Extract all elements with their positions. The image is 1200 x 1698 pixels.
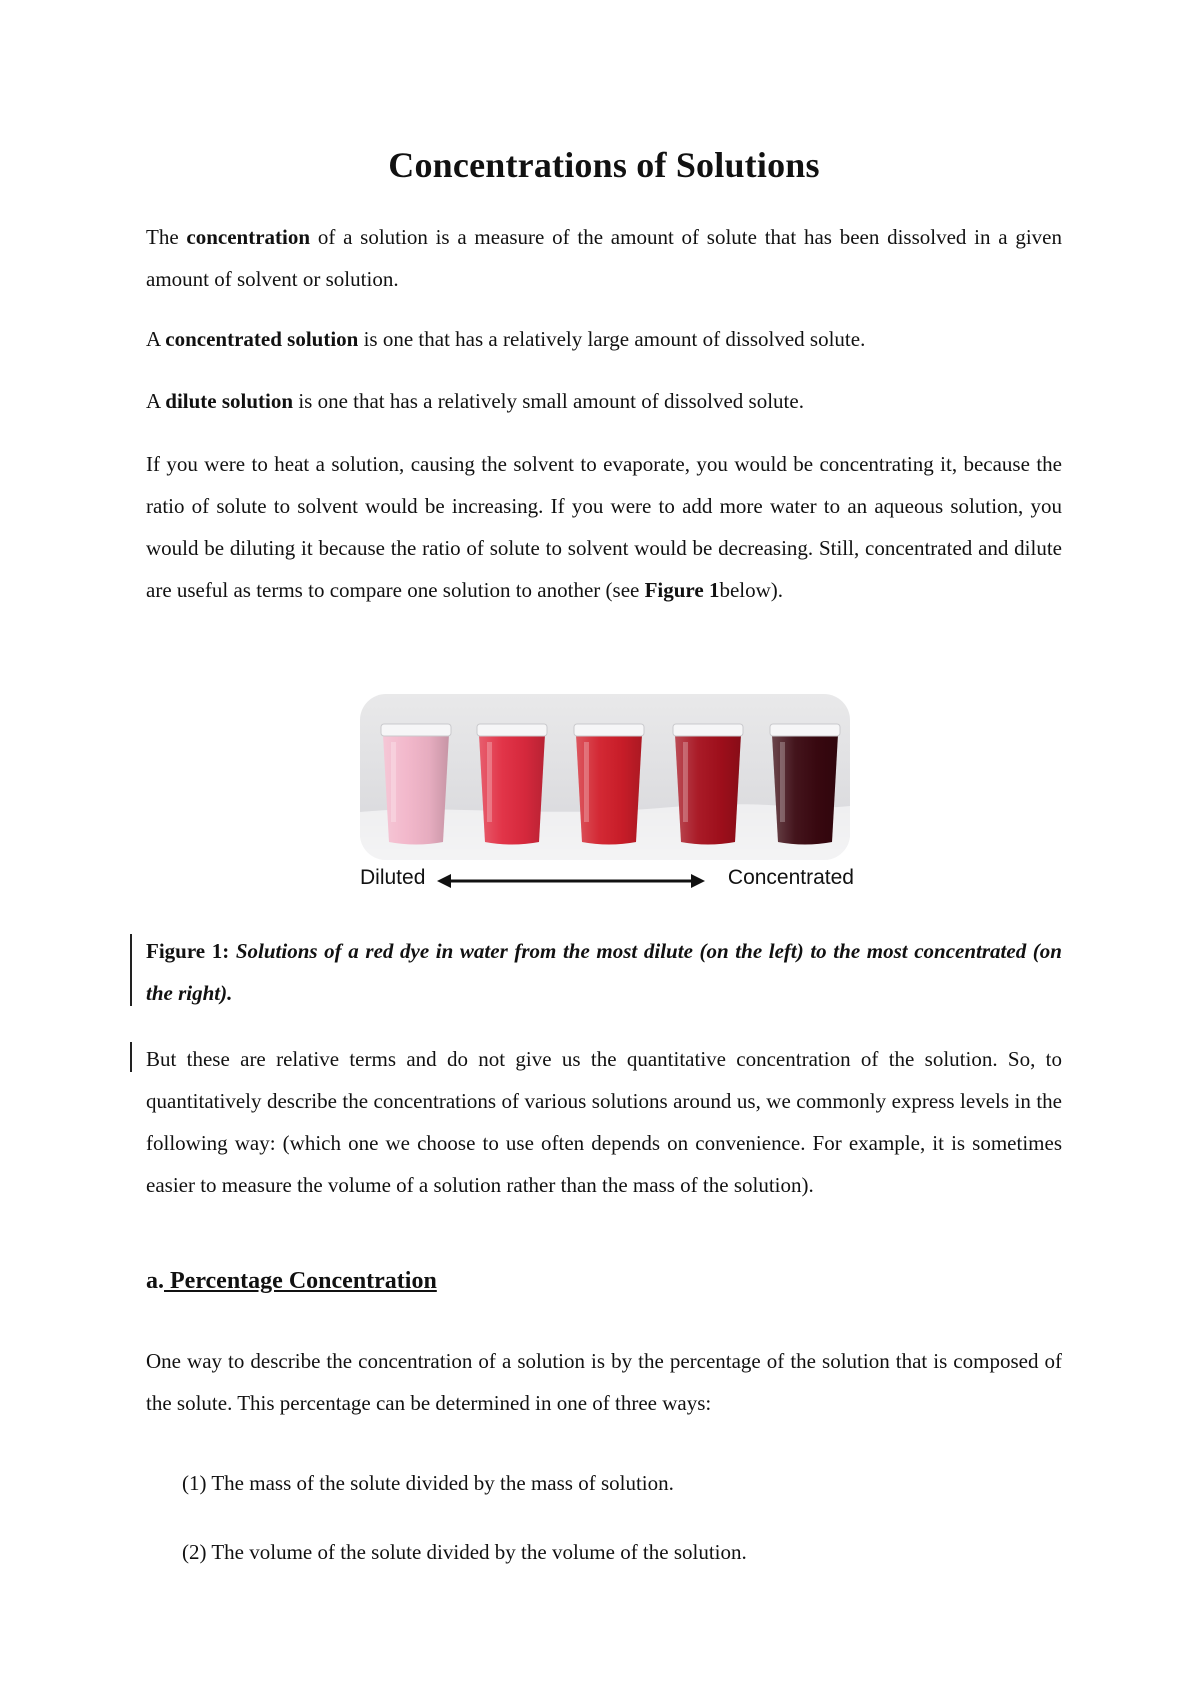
revision-bar [130, 1042, 132, 1072]
paragraph-text: A [146, 389, 166, 413]
section-title: Percentage Concentration [164, 1268, 437, 1294]
caption-text: Solutions of a red dye in water from the most dilute (on the left) to the most concentrated (on the right). [146, 939, 1062, 1005]
paragraph-text: A [146, 327, 166, 351]
figure-caption [146, 930, 1062, 1014]
term-concentrated-solution: concentrated solution [165, 327, 359, 351]
section-marker: a. [146, 1268, 164, 1294]
paragraph-text: is one that has a relatively large amount of dissolved solute. [358, 327, 866, 351]
list-item: (2) The volume of the solute divided by the volume of the solution. [182, 1540, 747, 1564]
scale-label-diluted: Diluted [360, 866, 426, 889]
term-concentration: concentration [186, 225, 311, 249]
paragraph-text: But these are relative terms and do not give us the quantitative concentration of the solution. So, to quantitatively describe the concentrations of various solutions around us, we commonly express levels in the following way: (which one we choose to use often depends on convenience. For example, it is sometimes easier to measure the volume of a solution rather than the mass of the solution). [146, 1047, 1062, 1197]
paragraph-dilute-solution [146, 380, 1062, 422]
section-heading-percentage [146, 1268, 437, 1295]
dye-glass [574, 724, 644, 845]
revision-bar [130, 934, 132, 1006]
page-title: Concentrations of Solutions [388, 145, 820, 185]
dye-glass [770, 724, 840, 845]
dye-glass [381, 724, 451, 845]
dye-glass [477, 724, 547, 845]
dilution-scale [360, 866, 854, 896]
dye-glass [673, 724, 743, 845]
paragraph-text: The [146, 225, 187, 249]
paragraph-heating-diluting [146, 443, 1062, 611]
figure-reference: Figure 1 [644, 578, 720, 602]
paragraph-text: below). [719, 578, 784, 602]
scale-label-concentrated: Concentrated [727, 866, 854, 889]
paragraph-percentage-intro [146, 1340, 1062, 1424]
double-arrow-icon [437, 871, 705, 891]
figure-1 [360, 694, 854, 900]
caption-label: Figure 1: [146, 939, 230, 963]
paragraph-text: is one that has a relatively small amount of dissolved solute. [293, 389, 804, 413]
list-item: (1) The mass of the solute divided by the mass of solution. [182, 1471, 674, 1495]
paragraph-text: of a solution is a measure of the amount of solute that has been dissolved in a given amount of solvent or solution. [146, 225, 1062, 291]
paragraph-concentrated-solution [146, 318, 1062, 360]
paragraph-relative-terms [146, 1038, 1062, 1206]
paragraph-text: One way to describe the concentration of a solution is by the percentage of the solution that is composed of the solute. This percentage can be determined in one of three ways: [146, 1349, 1062, 1415]
paragraph-concentration-definition [146, 216, 1062, 300]
paragraph-text: If you were to heat a solution, causing the solvent to evaporate, you would be concentrating it, because the ratio of solute to solvent would be increasing. If you were to add more water to an aqueous solution, you would be diluting it because the ratio of solute to solvent would be decreasing. Still, concentrated and dilute are useful as terms to compare one solution to another (see [146, 452, 1062, 602]
figure-photo [360, 694, 850, 860]
term-dilute-solution: dilute solution [165, 389, 294, 413]
